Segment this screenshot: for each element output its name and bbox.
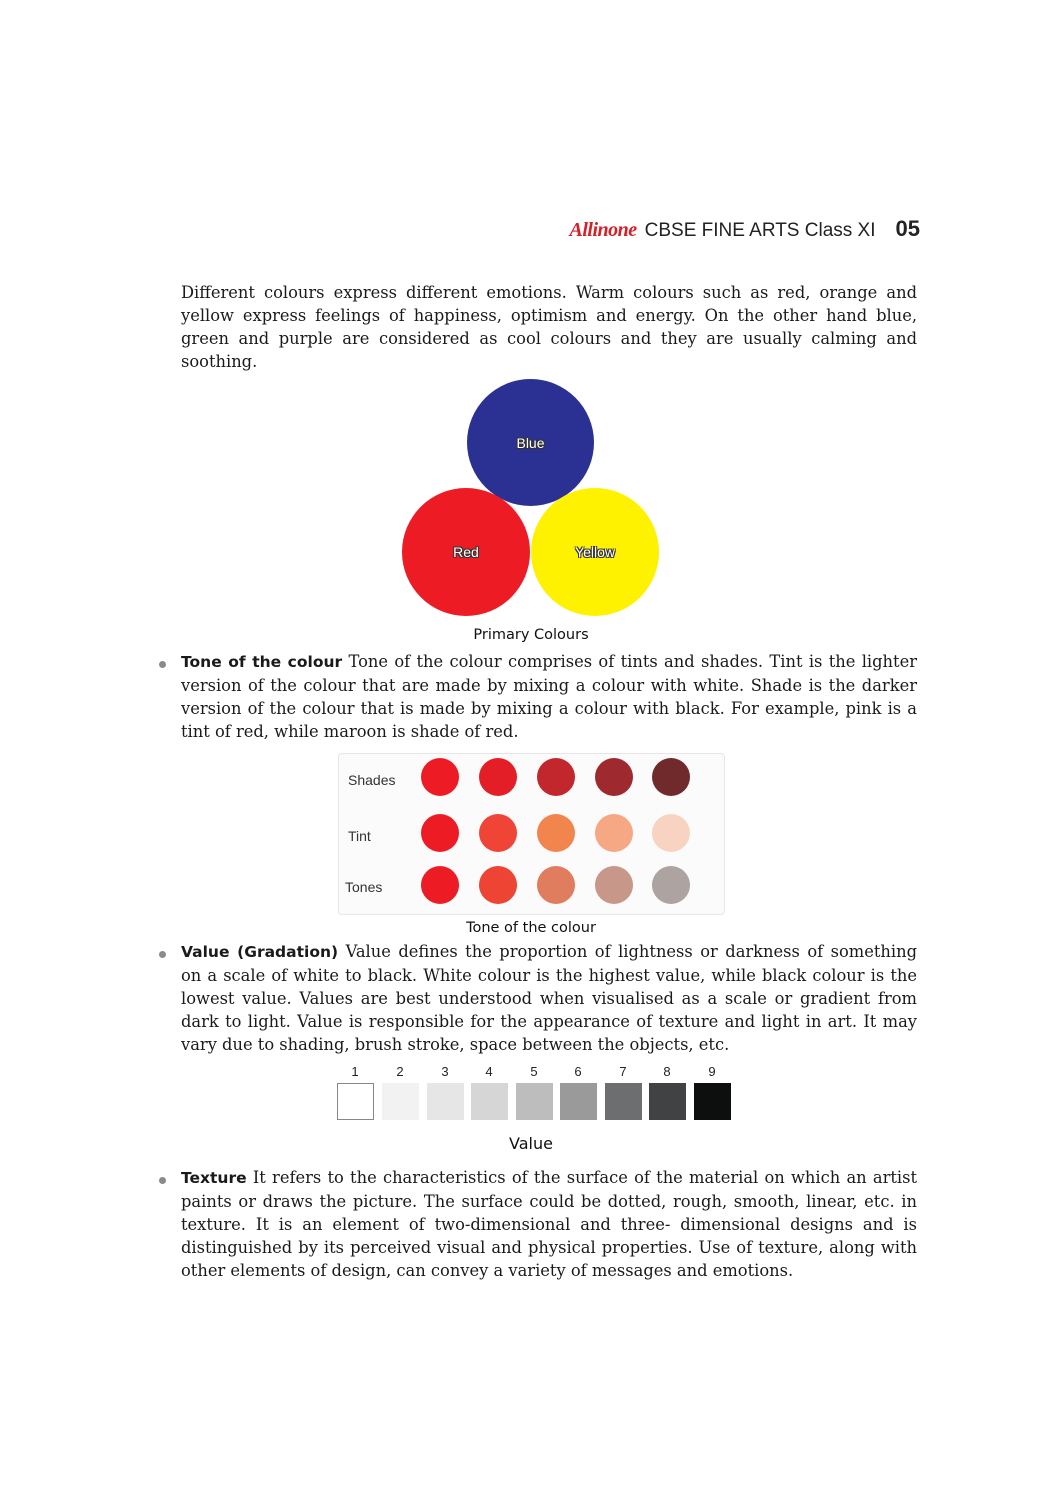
intro-paragraph: Different colours express different emotions. Warm colours such as red, orange and yellow express feelings of happiness, optimism and energy. On the other hand blue, green and purple are considered as cool colours and they are usually calming and soothing.: [181, 283, 917, 371]
publisher-logo: Allinone: [569, 219, 637, 241]
tone-swatch-dot: [652, 866, 690, 904]
value-step-swatch: [427, 1083, 464, 1120]
value-step-number: 5: [530, 1064, 538, 1079]
value-step-number: 2: [396, 1064, 404, 1079]
value-text: Value defines the proportion of lightness or darkness of something on a scale of white to black. White colour is the highest value, while black colour is the lowest value. Values are best understood when visualised as a scale or gradient from dark to light. Value is responsible for the appearance of texture and light in art. It may vary due to shading, brush stroke, space between the objects, etc.: [181, 942, 917, 1054]
value-step-swatch: [694, 1083, 731, 1120]
book-series-title: CBSE FINE ARTS Class XI: [644, 220, 876, 241]
tone-swatch-dot: [652, 814, 690, 852]
yellow-label: Yellow: [575, 544, 615, 560]
tone-swatch-dot: [421, 758, 459, 796]
value-step-number: 8: [663, 1064, 671, 1079]
blue-label: Blue: [516, 434, 545, 451]
value-step-number: 7: [619, 1064, 627, 1079]
page-number: 05: [895, 216, 920, 241]
tone-term: Tone of the colour: [181, 653, 343, 671]
texture-paragraph: [181, 1166, 917, 1282]
value-step-swatch: [516, 1083, 553, 1120]
red-circle: [402, 488, 530, 616]
tone-swatch-dot: [595, 866, 633, 904]
tone-swatch-dot: [479, 758, 517, 796]
value-step-swatch: [605, 1083, 642, 1120]
tone-swatch-dot: [479, 866, 517, 904]
tone-swatch-dot: [537, 814, 575, 852]
tone-swatch-panel: [338, 753, 725, 915]
texture-text: It refers to the characteristics of the surface of the material on which an artist paints or draws the picture. The surface could be dotted, rough, smooth, linear, etc. in texture. It is an element of two-dimensional and three- dimensional designs and is distinguished by its perceived visual and physical properties. Use of texture, along with other elements of design, can convey a variety of messages and emotions.: [181, 1168, 917, 1280]
value-term: Value (Gradation): [181, 943, 339, 961]
tint-row-label: Tint: [348, 828, 371, 844]
tone-swatch-dot: [479, 814, 517, 852]
blue-circle: [467, 379, 594, 506]
value-step-swatch: [382, 1083, 419, 1120]
yellow-circle: [531, 488, 659, 616]
bullet-dot: [159, 661, 166, 668]
value-step-number: 3: [441, 1064, 449, 1079]
value-step-number: 1: [351, 1064, 359, 1079]
tone-text: Tone of the colour comprises of tints and shades. Tint is the lighter version of the colour that are made by mixing a colour with white. Shade is the darker version of the colour that is made by mixing a colour with black. For example, pink is a tint of red, while maroon is shade of red.: [181, 652, 917, 741]
texture-term: Texture: [181, 1169, 247, 1187]
tone-swatch-dot: [537, 866, 575, 904]
tone-swatch-dot: [421, 814, 459, 852]
value-step-number: 9: [708, 1064, 716, 1079]
tone-swatch-dot: [421, 866, 459, 904]
bullet-dot: [159, 1177, 166, 1184]
shades-row-label: Shades: [348, 772, 396, 788]
tone-swatch-dot: [595, 758, 633, 796]
value-paragraph: [181, 940, 917, 1056]
page-header: [560, 216, 920, 248]
value-step-number: 4: [485, 1064, 493, 1079]
bullet-dot: [159, 951, 166, 958]
tones-row-label: Tones: [345, 879, 383, 895]
tone-swatch-dot: [537, 758, 575, 796]
value-step-swatch: [337, 1083, 374, 1120]
tone-swatch-dot: [652, 758, 690, 796]
value-step-number: 6: [574, 1064, 582, 1079]
tone-paragraph: [181, 650, 917, 743]
red-label: Red: [453, 544, 479, 560]
value-step-swatch: [560, 1083, 597, 1120]
value-step-swatch: [471, 1083, 508, 1120]
tone-caption: Tone of the colour: [466, 920, 596, 936]
tone-swatch-dot: [595, 814, 633, 852]
primary-colours-caption: Primary Colours: [473, 627, 589, 643]
value-caption: Value: [509, 1134, 553, 1153]
value-step-swatch: [649, 1083, 686, 1120]
